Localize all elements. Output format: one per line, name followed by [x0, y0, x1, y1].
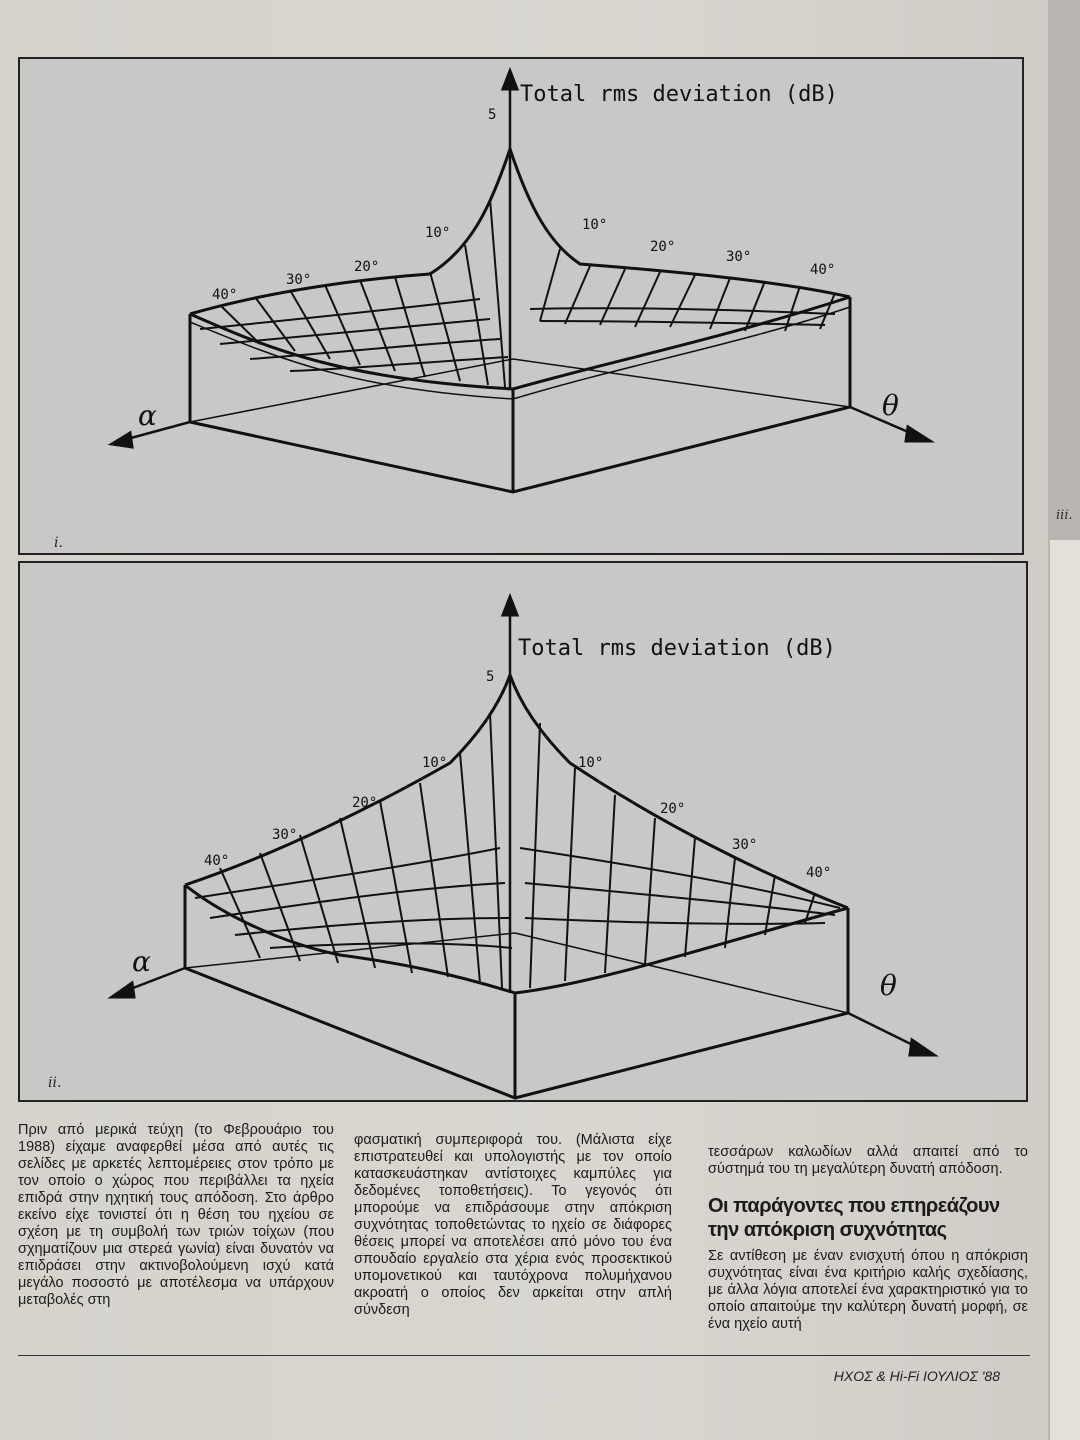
theta-axis-label: θ — [880, 969, 897, 1002]
tick-right-10: 10° — [582, 217, 608, 233]
tick-left-20: 20° — [354, 259, 380, 275]
alpha-axis-label: α — [138, 399, 157, 432]
surface-plot-i — [20, 59, 1022, 553]
tick-right-20: 20° — [650, 239, 676, 255]
y-tick-5: 5 — [486, 669, 495, 685]
tick-left-10: 10° — [422, 755, 448, 771]
figure-panel-ii — [18, 561, 1028, 1102]
paragraph: φασματική συμπεριφορά του. (Μάλιστα είχε επιστρατευθεί και υπολογιστής με τον οποίο κατασκευάστηκαν αντίστοιχες καμπύλες για δεδομένες τοποθετήσεις). Το γεγονός ότι μπορούμε να επιδράσουμε στην απόκριση συχνότητας τοποθετώντας το ηχείο σε διάφορες θέσεις μπορεί να αποτελέσει από μόνο του ένα σπουδαίο εργαλείο στα χέρια ενός προσεκτικού υπομονετικού και ταυτόχρονα πολυμήχανου ακροατή ο οποίος δεν αρκείται στην απλή σύνδεση — [354, 1132, 672, 1318]
tick-left-40: 40° — [204, 853, 230, 869]
paragraph: Πριν από μερικά τεύχη (το Φεβρουάριο του 1988) είχαμε αναφερθεί μέσα από αυτές τις σελίδες με αρκετές λεπτομέρειες στον τρόπο με τον οποίο ο χώρος που περιβάλλει τα ηχεία επιδρά στην ηχητική τους απόδοση. Στο άρθρο εκείνο είχε τονιστεί ότι η θέση του ηχείου σε σχέση με τη συμβολή των τριών τοίχων (που σχηματίζουν μια στερεά γωνία) είναι δυνατόν να επιδράσει στην ακτινοβολούμενη ισχύ κατά μεγάλο ποσοστό με αποτέλεσμα να υπάρχουν μεταβολές στη — [18, 1122, 334, 1308]
footer-rule — [18, 1355, 1030, 1356]
article-column-2 — [354, 1132, 672, 1319]
tick-right-40: 40° — [810, 262, 836, 278]
surface-plot-ii — [20, 563, 1026, 1100]
article-column-3 — [708, 1144, 1028, 1333]
tick-right-30: 30° — [732, 837, 758, 853]
y-axis-title: Total rms deviation (dB) — [518, 636, 836, 661]
y-axis-title: Total rms deviation (dB) — [520, 82, 838, 107]
article-body — [18, 1122, 1048, 1352]
paragraph: Σε αντίθεση με έναν ενισχυτή όπου η απόκριση συχνότητας είναι ένα κριτήριο καλής σχεδίασης, με άλλα λόγια αποτελεί ένα χαρακτηριστικό για το οποίο απαιτούμε την καλύτερη δυνατή μορφή, σε ένα ηχείο αυτή — [708, 1248, 1028, 1332]
page-footer: ΗΧΟΣ & Hi-Fi ΙΟΥΛΙΟΣ '88 — [833, 1368, 1000, 1384]
tick-left-20: 20° — [352, 795, 378, 811]
figure-panel-i — [18, 57, 1024, 555]
tick-left-30: 30° — [272, 827, 298, 843]
tick-right-30: 30° — [726, 249, 752, 265]
alpha-axis-label: α — [132, 945, 151, 978]
tick-left-30: 30° — [286, 272, 312, 288]
adjacent-page — [1050, 540, 1080, 1440]
side-label: iii. — [1056, 508, 1073, 523]
panel-label-i: i. — [54, 535, 63, 551]
tick-right-40: 40° — [806, 865, 832, 881]
adjacent-page-edge — [1048, 0, 1080, 1440]
theta-axis-label: θ — [882, 389, 899, 422]
tick-right-20: 20° — [660, 801, 686, 817]
y-tick-5: 5 — [488, 107, 497, 123]
panel-label-ii: ii. — [48, 1075, 62, 1091]
paragraph: τεσσάρων καλωδίων αλλά απαιτεί από το σύστημά του τη μεγαλύτερη δυνατή απόδοση. — [708, 1144, 1028, 1177]
article-column-1 — [18, 1122, 334, 1309]
section-heading: Οι παράγοντες που επηρεάζουν την απόκριση συχνότητας — [708, 1195, 1000, 1241]
tick-right-10: 10° — [578, 755, 604, 771]
tick-left-10: 10° — [425, 225, 451, 241]
tick-left-40: 40° — [212, 287, 238, 303]
